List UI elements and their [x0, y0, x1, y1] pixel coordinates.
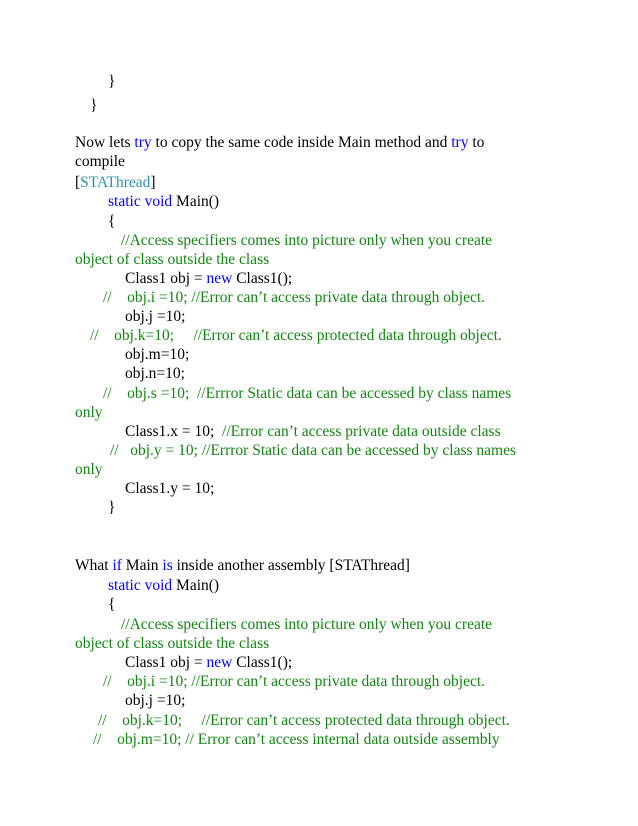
attribute-line [75, 173, 156, 192]
intro-text: to [468, 134, 485, 151]
code-comment: // obj.y = 10; //Errror Static data can be accessed by class names [110, 442, 517, 459]
closing-brace: } [108, 73, 116, 90]
opening-brace: { [108, 213, 116, 230]
attribute-name: STAThread [80, 174, 151, 191]
keyword: if [112, 557, 122, 574]
keyword: new [206, 270, 233, 287]
intro-line: compile [75, 153, 125, 170]
code-comment: // obj.i =10; //Error can’t access private data through object. [103, 289, 486, 306]
code-comment: //Error can’t access private data outside class [222, 423, 501, 440]
code-comment: only [75, 404, 103, 421]
code-comment: //Access specifiers comes into picture only when you create [121, 232, 493, 249]
code-text: Class1(); [232, 270, 293, 287]
code-line [125, 422, 501, 441]
bracket: ] [150, 174, 156, 191]
code-comment: //Access specifiers comes into picture only when you create [121, 616, 493, 633]
intro-line [75, 133, 484, 152]
code-line: Class1.y = 10; [125, 480, 215, 497]
code-line: obj.n=10; [125, 365, 185, 382]
bracket: [ [75, 174, 81, 191]
code-text: Class1.x = 10; [125, 423, 223, 440]
section-text: inside another assembly [STAThread] [172, 557, 410, 574]
intro-text: Now lets [75, 134, 135, 151]
code-line [125, 653, 292, 672]
opening-brace: { [108, 596, 116, 613]
method-signature [108, 192, 219, 211]
code-comment: object of class outside the class [75, 635, 270, 652]
closing-brace: } [108, 499, 116, 516]
keyword: new [206, 654, 233, 671]
intro-text: to copy the same code inside Main method and [151, 134, 452, 151]
code-line: obj.j =10; [125, 692, 186, 709]
keyword: static void [108, 193, 173, 210]
method-signature [108, 576, 219, 595]
code-comment: // obj.k=10; //Error can’t access protected data through object. [90, 327, 502, 344]
code-text: Class1 obj = [125, 654, 207, 671]
section-text: Main [121, 557, 163, 574]
method-name: Main() [172, 577, 220, 594]
code-comment: // obj.s =10; //Errror Static data can be accessed by class names [103, 385, 512, 402]
code-comment: // obj.m=10; // Error can’t access internal data outside assembly [93, 731, 500, 748]
code-line: obj.m=10; [125, 346, 190, 363]
code-comment: only [75, 461, 103, 478]
keyword: is [162, 557, 173, 574]
code-line: obj.j =10; [125, 308, 186, 325]
keyword: try [134, 134, 152, 151]
keyword: static void [108, 577, 173, 594]
closing-brace: } [90, 97, 98, 114]
code-line [125, 269, 292, 288]
code-text: Class1(); [232, 654, 293, 671]
section-line [75, 556, 410, 575]
code-comment: // obj.k=10; //Error can’t access protected data through object. [98, 712, 510, 729]
method-name: Main() [172, 193, 220, 210]
code-text: Class1 obj = [125, 270, 207, 287]
section-text: What [75, 557, 113, 574]
code-comment: object of class outside the class [75, 251, 270, 268]
keyword: try [451, 134, 469, 151]
code-comment: // obj.i =10; //Error can’t access private data through object. [103, 673, 486, 690]
